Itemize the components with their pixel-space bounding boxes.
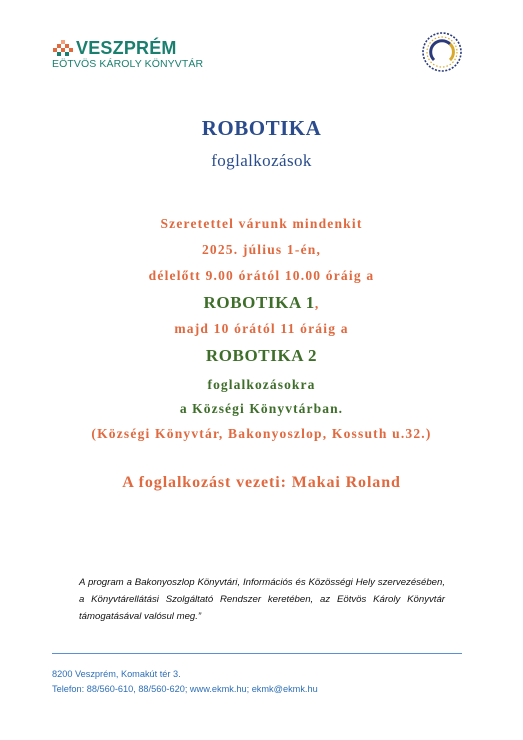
second-time-line: majd 10 órától 11 óráig a bbox=[174, 321, 349, 336]
session-1-line bbox=[0, 293, 523, 313]
logo-subtitle: EÖTVÖS KÁROLY KÖNYVTÁR bbox=[52, 58, 204, 70]
session-1-name: ROBOTIKA 1 bbox=[203, 293, 315, 312]
circular-seal-icon bbox=[420, 30, 464, 74]
leader-line: A foglalkozást vezeti: Makai Roland bbox=[122, 474, 401, 491]
session-1-comma: , bbox=[314, 296, 320, 311]
footer-divider bbox=[52, 653, 462, 654]
footer-contact: Telefon: 88/560-610, 88/560-620; www.ekmk.hu; ekmk@ekmk.hu bbox=[52, 684, 318, 694]
activities-line: foglalkozásokra bbox=[207, 377, 316, 392]
logo-name: VESZPRÉM bbox=[76, 38, 177, 58]
date-line: 2025. július 1-én, bbox=[201, 242, 322, 257]
session-2-name: ROBOTIKA 2 bbox=[205, 346, 318, 365]
morning-time-line: délelőtt 9.00 órától 10.00 óráig a bbox=[148, 268, 375, 283]
library-logo bbox=[52, 38, 212, 70]
page-subtitle: foglalkozások bbox=[211, 151, 312, 170]
footer bbox=[52, 667, 318, 697]
venue-line: a Községi Könyvtárban. bbox=[179, 401, 344, 416]
logo-checker-icon bbox=[52, 40, 78, 56]
welcome-line: Szeretettel várunk mindenkit bbox=[160, 216, 363, 231]
page-title: ROBOTIKA bbox=[201, 116, 322, 140]
program-note: A program a Bakonyoszlop Könyvtári, Információs és Közösségi Hely szervezésében, a Könyvtárellátási Szolgáltató Rendszer keretében, az Eötvös Károly Könyvtár támogatásával valósul meg.” bbox=[79, 577, 445, 622]
footer-address: 8200 Veszprém, Komakút tér 3. bbox=[52, 669, 181, 679]
address-line: (Községi Könyvtár, Bakonyoszlop, Kossuth u.32.) bbox=[91, 426, 432, 441]
